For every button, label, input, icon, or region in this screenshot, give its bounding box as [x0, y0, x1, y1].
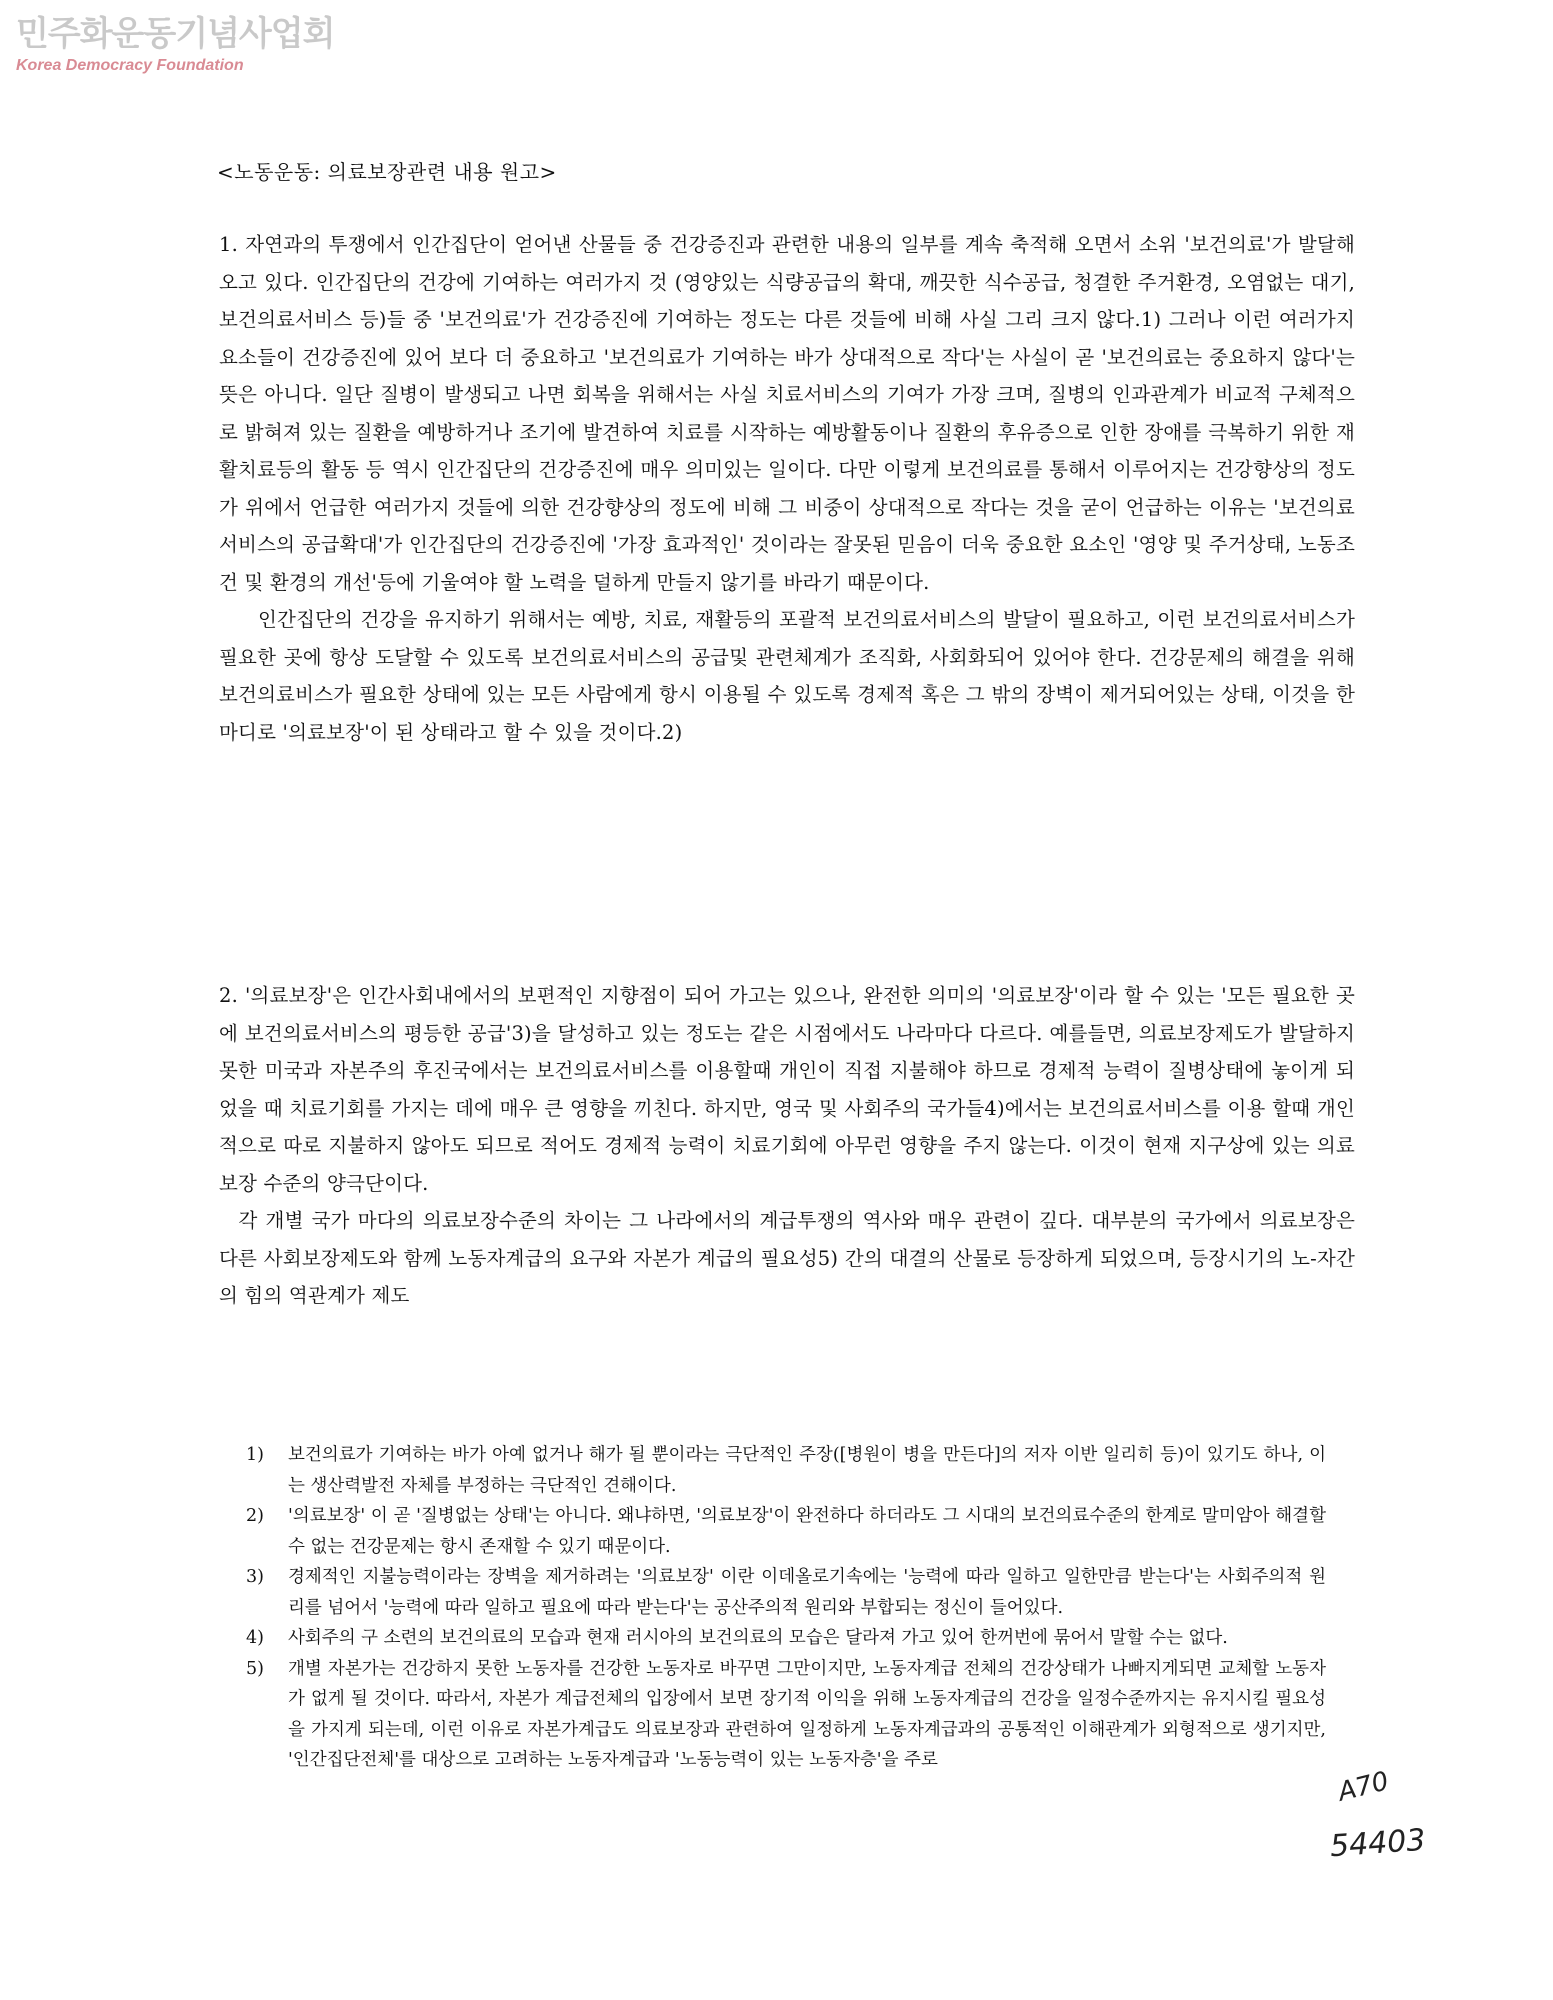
- handwritten-page-mark: A70: [1335, 1766, 1392, 1808]
- footnote-mark: 5): [246, 1658, 264, 1679]
- footnote-text: '의료보장' 이 곧 '질병없는 상태'는 아니다. 왜냐하면, '의료보장'이 완전하다 하더라도 그 시대의 보건의료수준의 한계로 말미암아 해결할 수 없는 건강문제는 항시 존재할 수 있기 때문이다.: [288, 1506, 1326, 1557]
- footnote-text: 개별 자본가는 건강하지 못한 노동자를 건강한 노동자로 바꾸면 그만이지만, 노동자계급 전체의 건강상태가 나빠지게되면 교체할 노동자가 없게 될 것이다. 따라서, 자본가 계급전체의 입장에서 보면 장기적 이익을 위해 노동자계급의 건강을 일정수준까지는 유지시킬 필요성을 가지게 되는데, 이런 이유로 자본가계급도 의료보장과 관련하여 일정하게 노동자계급과의 공통적인 이해관계가 외형적으로 생기지만, '인간집단전체'를 대상으로 고려하는 노동자계급과 '노동능력이 있는 노동자층'을 주로: [288, 1658, 1326, 1770]
- footnote-text: 사회주의 구 소련의 보건의료의 모습과 현재 러시아의 보건의료의 모습은 달라져 가고 있어 한꺼번에 묶어서 말할 수는 없다.: [288, 1628, 1228, 1648]
- footnote-mark: 3): [246, 1567, 264, 1587]
- footnotes: [246, 1440, 1326, 1776]
- section-2: [219, 977, 1355, 1315]
- footnote: [246, 1440, 1326, 1501]
- section-1: [219, 226, 1355, 751]
- watermark-logo: [16, 14, 334, 76]
- footnote: [246, 1562, 1326, 1623]
- paragraph: 각 개별 국가 마다의 의료보장수준의 차이는 그 나라에서의 계급투쟁의 역사와 매우 관련이 깊다. 대부분의 국가에서 의료보장은 다른 사회보장제도와 함께 노동자계급의 요구와 자본가 계급의 필요성5) 간의 대결의 산물로 등장하게 되었으며, 등장시기의 노-자간의 힘의 역관계가 제도: [219, 1209, 1355, 1307]
- paragraph: 인간집단의 건강을 유지하기 위해서는 예방, 치료, 재활등의 포괄적 보건의료서비스의 발달이 필요하고, 이런 보건의료서비스가 필요한 곳에 항상 도달할 수 있도록 보건의료서비스의 공급및 관련체계가 조직화, 사회화되어 있어야 한다. 건강문제의 해결을 위해 보건의료비스가 필요한 상태에 있는 모든 사람에게 항시 이용될 수 있도록 경제적 혹은 그 밖의 장벽이 제거되어있는 상태, 이것을 한마디로 '의료보장'이 된 상태라고 할 수 있을 것이다.2): [219, 608, 1355, 744]
- document-title: <노동운동: 의료보장관련 내용 원고>: [217, 160, 557, 184]
- footnote-mark: 1): [246, 1445, 264, 1465]
- footnote-text: 경제적인 지불능력이라는 장벽을 제거하려는 '의료보장' 이란 이데올로기속에는 '능력에 따라 일하고 일한만큼 받는다'는 사회주의적 원리를 넘어서 '능력에 따라 일하고 필요에 따라 받는다'는 공산주의적 원리와 부합되는 정신이 들어있다.: [288, 1567, 1326, 1618]
- footnote-mark: 2): [246, 1506, 264, 1526]
- footnote-mark: 4): [246, 1628, 264, 1648]
- footnote: [246, 1623, 1326, 1654]
- watermark-english: Korea Democracy Foundation: [16, 57, 244, 74]
- footnote-text: 보건의료가 기여하는 바가 아예 없거나 해가 될 뿐이라는 극단적인 주장([병원이 병을 만든다]의 저자 이반 일리히 등)이 있기도 하나, 이는 생산력발전 자체를 부정하는 극단적인 견해이다.: [288, 1445, 1326, 1496]
- paragraph: 1. 자연과의 투쟁에서 인간집단이 얻어낸 산물들 중 건강증진과 관련한 내용의 일부를 계속 축적해 오면서 소위 '보건의료'가 발달해 오고 있다. 인간집단의 건강에 기여하는 여러가지 것 (영양있는 식량공급의 확대, 깨끗한 식수공급, 청결한 주거환경, 오염없는 대기, 보건의료서비스 등)들 중 '보건의료'가 건강증진에 기여하는 정도는 다른 것들에 비해 사실 그리 크지 않다.1) 그러나 이런 여러가지 요소들이 건강증진에 있어 보다 더 중요하고 '보건의료가 기여하는 바가 상대적으로 작다'는 사실이 곧 '보건의료는 중요하지 않다'는 뜻은 아니다. 일단 질병이 발생되고 나면 회복을 위해서는 사실 치료서비스의 기여가 가장 크며, 질병의 인과관계가 비교적 구체적으로 밝혀져 있는 질환을 예방하거나 조기에 발견하여 치료를 시작하는 예방활동이나 질환의 후유증으로 인한 장애를 극복하기 위한 재활치료등의 활동 등 역시 인간집단의 건강증진에 매우 의미있는 일이다. 다만 이렇게 보건의료를 통해서 이루어지는 건강향상의 정도가 위에서 언급한 여러가지 것들에 의한 건강향상의 정도에 비해 그 비중이 상대적으로 작다는 것을 굳이 언급하는 이유는 '보건의료서비스의 공급확대'가 인간집단의 건강증진에 '가장 효과적인' 것이라는 잘못된 믿음이 더욱 중요한 요소인 '영양 및 주거상태, 노동조건 및 환경의 개선'등에 기울여야 할 노력을 덜하게 만들지 않기를 바라기 때문이다.: [219, 233, 1355, 594]
- footnote: [246, 1501, 1326, 1562]
- handwritten-archive-number: 54403: [1328, 1822, 1427, 1865]
- watermark-korean: 민주화운동기념사업회: [16, 14, 335, 54]
- paragraph: 2. '의료보장'은 인간사회내에서의 보편적인 지향점이 되어 가고는 있으나, 완전한 의미의 '의료보장'이라 할 수 있는 '모든 필요한 곳에 보건의료서비스의 평등한 공급'3)을 달성하고 있는 정도는 같은 시점에서도 나라마다 다르다. 예를들면, 의료보장제도가 발달하지 못한 미국과 자본주의 후진국에서는 보건의료서비스를 이용할때 개인이 직접 지불해야 하므로 경제적 능력이 질병상태에 놓이게 되었을 때 치료기회를 가지는 데에 매우 큰 영향을 끼친다. 하지만, 영국 및 사회주의 국가들4)에서는 보건의료서비스를 이용 할때 개인적으로 따로 지불하지 않아도 되므로 적어도 경제적 능력이 치료기회에 아무런 영향을 주지 않는다. 이것이 현재 지구상에 있는 의료보장 수준의 양극단이다.: [219, 984, 1355, 1195]
- footnote: [246, 1654, 1326, 1776]
